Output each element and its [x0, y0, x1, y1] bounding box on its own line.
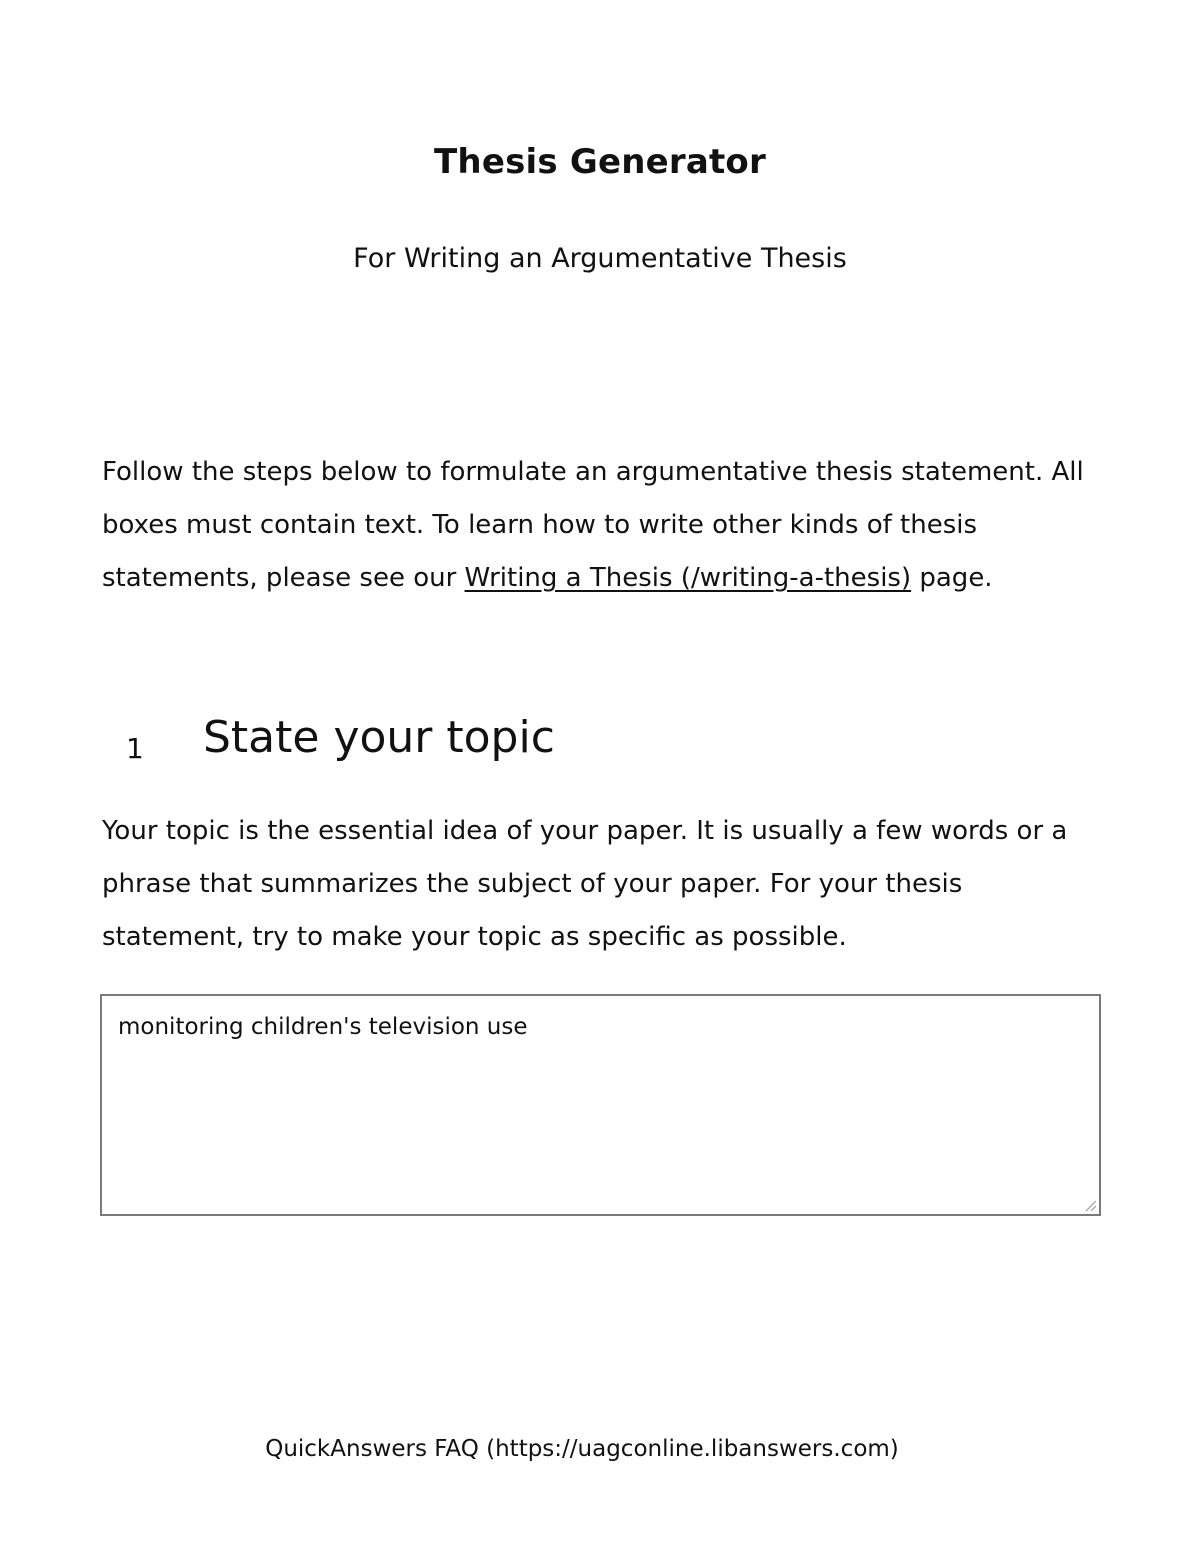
- resize-handle-icon[interactable]: [1083, 1198, 1097, 1212]
- page-subtitle: For Writing an Argumentative Thesis: [353, 243, 847, 274]
- step-title: State your topic: [203, 712, 555, 763]
- intro-text: Follow the steps below to formulate an argumentative thesis statement. All boxes must contain text. To learn how to write other kinds of thesis statements, please see our: [102, 457, 1084, 593]
- intro-text-end: page.: [911, 563, 993, 593]
- footer-link[interactable]: QuickAnswers FAQ (https://uagconline.libanswers.com): [265, 1436, 899, 1462]
- topic-textarea-value: monitoring children's television use: [118, 1014, 528, 1040]
- step-description: Your topic is the essential idea of your paper. It is usually a few words or a phrase that summarizes the subject of your paper. For your thesis statement, try to make your topic as specific as possible.: [102, 816, 1068, 952]
- step-1-heading: [102, 712, 1102, 782]
- intro-paragraph: [102, 446, 1092, 605]
- topic-textarea[interactable]: [100, 994, 1101, 1216]
- page-title: Thesis Generator: [434, 142, 766, 182]
- step-number: 1: [126, 732, 144, 765]
- writing-a-thesis-link[interactable]: Writing a Thesis (/writing-a-thesis): [464, 563, 912, 593]
